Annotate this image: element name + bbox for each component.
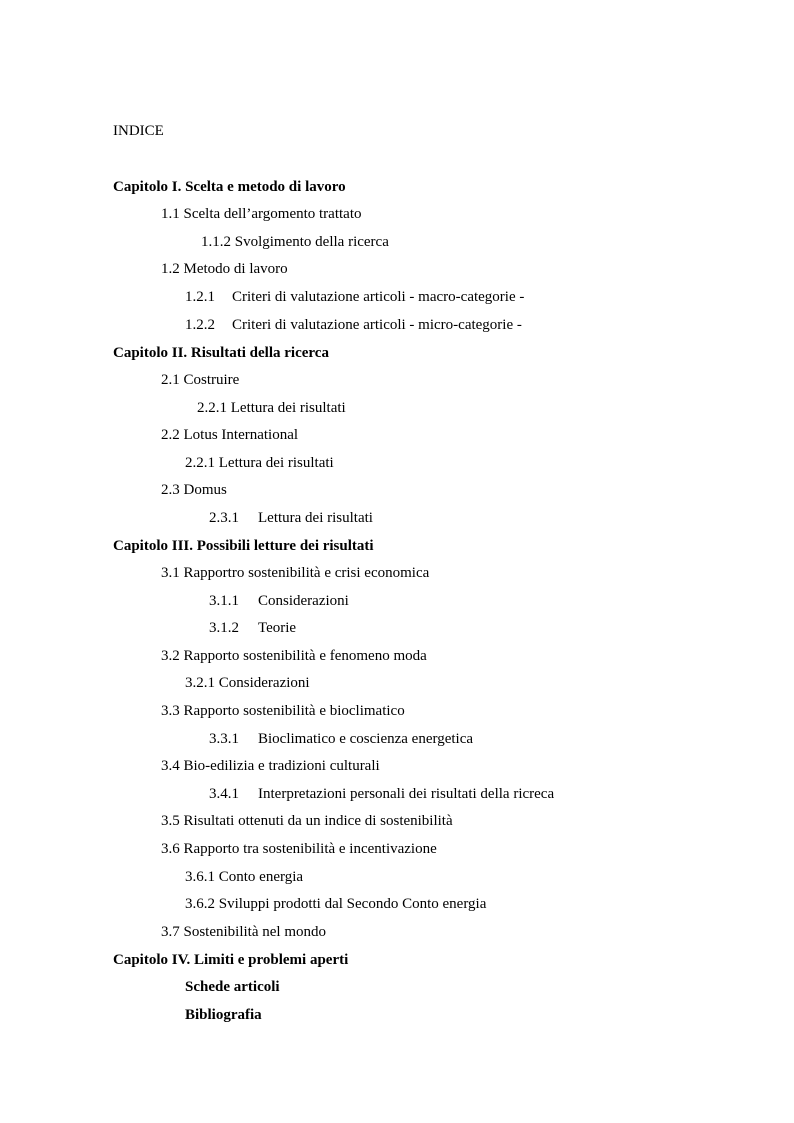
toc-number: 1.2.2 [185, 317, 215, 333]
toc-chapter-2: Capitolo II. Risultati della ricerca [113, 345, 329, 361]
toc-chapter-4: Capitolo IV. Limiti e problemi aperti [113, 952, 349, 968]
toc-number: 2.3.1 [209, 510, 239, 526]
toc-subsection-3-1-2 [209, 619, 296, 637]
page-title: INDICE [113, 123, 164, 139]
toc-subsection-2-3-1 [209, 509, 373, 527]
toc-section-1-2: 1.2 Metodo di lavoro [161, 261, 288, 277]
toc-section-3-3: 3.3 Rapporto sostenibilità e bioclimatico [161, 703, 405, 719]
toc-subsection-3-4-1 [209, 785, 554, 803]
toc-section-3-2: 3.2 Rapporto sostenibilità e fenomeno moda [161, 648, 427, 664]
toc-label: Criteri di valutazione articoli - macro-categorie - [232, 289, 525, 305]
toc-section-3-5: 3.5 Risultati ottenuti da un indice di sostenibilità [161, 813, 453, 829]
toc-number: 3.4.1 [209, 786, 239, 802]
toc-number: 1.2.1 [185, 289, 215, 305]
toc-chapter-3: Capitolo III. Possibili letture dei risultati [113, 538, 374, 554]
toc-subsection-3-1-1 [209, 592, 349, 610]
toc-label: Teorie [258, 620, 297, 636]
toc-chapter-1: Capitolo I. Scelta e metodo di lavoro [113, 179, 346, 195]
toc-number: 3.1.1 [209, 593, 239, 609]
toc-label: Criteri di valutazione articoli - micro-categorie - [232, 317, 522, 333]
toc-subsection-1-2-1 [185, 288, 524, 306]
toc-bibliography: Bibliografia [185, 1007, 262, 1023]
toc-label: Considerazioni [258, 593, 349, 609]
toc-number: 3.1.2 [209, 620, 239, 636]
toc-section-3-7: 3.7 Sostenibilità nel mondo [161, 924, 326, 940]
toc-section-2-1: 2.1 Costruire [161, 372, 240, 388]
toc-subsection-3-2-1: 3.2.1 Considerazioni [185, 675, 310, 691]
toc-subsection-3-6-1: 3.6.1 Conto energia [185, 869, 304, 885]
toc-label: Bioclimatico e coscienza energetica [258, 731, 474, 747]
toc-section-2-3: 2.3 Domus [161, 482, 227, 498]
toc-section-3-1: 3.1 Rapportro sostenibilità e crisi economica [161, 565, 430, 581]
toc-section-1-1: 1.1 Scelta dell’argomento trattato [161, 206, 362, 222]
toc-appendix-schede: Schede articoli [185, 979, 280, 995]
toc-subsection-3-6-2: 3.6.2 Sviluppi prodotti dal Secondo Conto energia [185, 896, 487, 912]
toc-subsection-1-2-2 [185, 316, 522, 334]
toc-section-3-6: 3.6 Rapporto tra sostenibilità e incentivazione [161, 841, 437, 857]
toc-subsection-2-2-1a: 2.2.1 Lettura dei risultati [197, 400, 346, 416]
toc-number: 3.3.1 [209, 731, 239, 747]
toc-section-3-4: 3.4 Bio-edilizia e tradizioni culturali [161, 758, 380, 774]
toc-subsection-1-1-2: 1.1.2 Svolgimento della ricerca [201, 234, 389, 250]
toc-label: Lettura dei risultati [258, 510, 373, 526]
toc-label: Interpretazioni personali dei risultati della ricreca [258, 786, 555, 802]
toc-subsection-2-2-1b: 2.2.1 Lettura dei risultati [185, 455, 334, 471]
toc-section-2-2: 2.2 Lotus International [161, 427, 299, 443]
toc-subsection-3-3-1 [209, 730, 473, 748]
